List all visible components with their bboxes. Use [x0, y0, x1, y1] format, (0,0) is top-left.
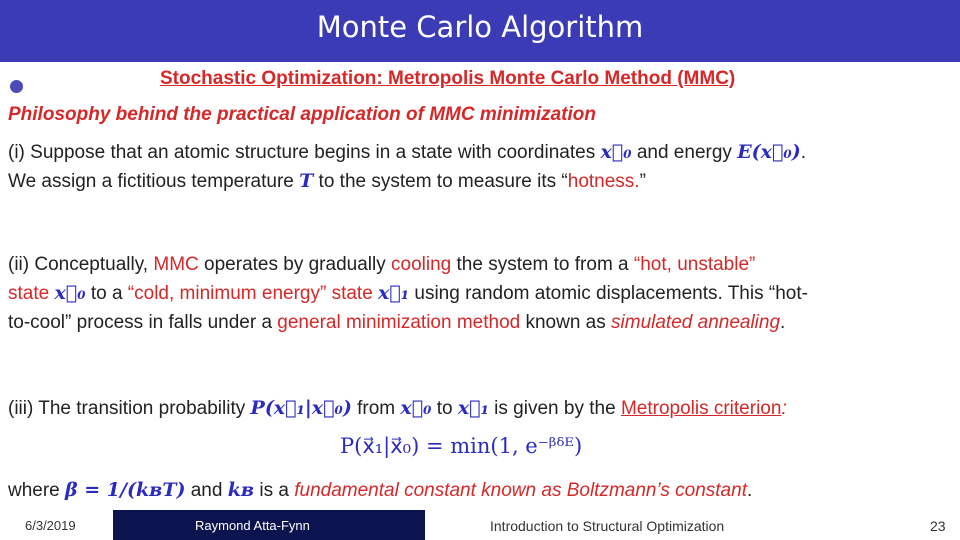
- footer-course: Introduction to Structural Optimization: [490, 518, 725, 534]
- paragraph-2: (ii) Conceptually, MMC operates by gradually cooling the system to from a “hot, unstable” state x⃗₀ to a “cold, minimum energy” state x⃗₁ using random atomic displacements. This “hot- to-cool” process in falls under a general minimization method known as simulated annealing.: [8, 254, 808, 333]
- paragraph-3: (iii) The transition probability P(x⃗₁|x⃗₀) from x⃗₀ to x⃗₁ is given by the Metropolis criterion:: [8, 397, 787, 419]
- footer-author: Raymond Atta-Fynn: [195, 518, 310, 533]
- page-number: 23: [930, 518, 946, 534]
- cold-state-term: “cold, minimum energy” state: [127, 283, 373, 304]
- subheading: Stochastic Optimization: Metropolis Monte Carlo Method (MMC): [160, 68, 736, 89]
- math-x0: x⃗₀: [54, 282, 86, 304]
- cooling-term: cooling: [391, 254, 452, 275]
- metropolis-criterion-term: Metropolis criterion: [620, 398, 782, 419]
- hotness-term: hotness.: [567, 171, 640, 192]
- philosophy-heading: Philosophy behind the practical application of MMC minimization: [8, 104, 596, 125]
- hot-unstable-term: “hot, unstable”: [633, 254, 756, 275]
- minimization-method-term: general minimization method: [277, 312, 521, 333]
- math-energy: E(x⃗₀): [737, 141, 801, 163]
- bullet-icon: [10, 80, 23, 93]
- math-transition-probability: P(x⃗₁|x⃗₀): [250, 397, 352, 419]
- math-beta: β = 1/(kʙT): [65, 479, 186, 501]
- footer-date: 6/3/2019: [25, 518, 76, 533]
- math-x0: x⃗₀: [600, 141, 632, 163]
- math-kb: kʙ: [227, 479, 255, 501]
- paragraph-4: where β = 1/(kʙT) and kʙ is a fundamental constant known as Boltzmann’s constant.: [8, 479, 753, 501]
- metropolis-formula: P(x⃗₁|x⃗₀) = min(1, e⁻ᵝᵟᴱ): [340, 434, 583, 458]
- boltzmann-term: fundamental constant known as Boltzmann’s constant: [294, 480, 747, 501]
- math-x1: x⃗₁: [378, 282, 410, 304]
- paragraph-1: (i) Suppose that an atomic structure begins in a state with coordinates x⃗₀ and energy E(x⃗₀). We assign a fictitious temperature T to the system to measure its “hotness.”: [8, 141, 806, 192]
- math-x1: x⃗₁: [457, 397, 489, 419]
- slide-title: Monte Carlo Algorithm: [316, 10, 644, 44]
- math-temperature: T: [299, 170, 314, 192]
- math-x0: x⃗₀: [400, 397, 432, 419]
- simulated-annealing-term: simulated annealing: [611, 312, 781, 333]
- mmc-term: MMC: [153, 254, 199, 275]
